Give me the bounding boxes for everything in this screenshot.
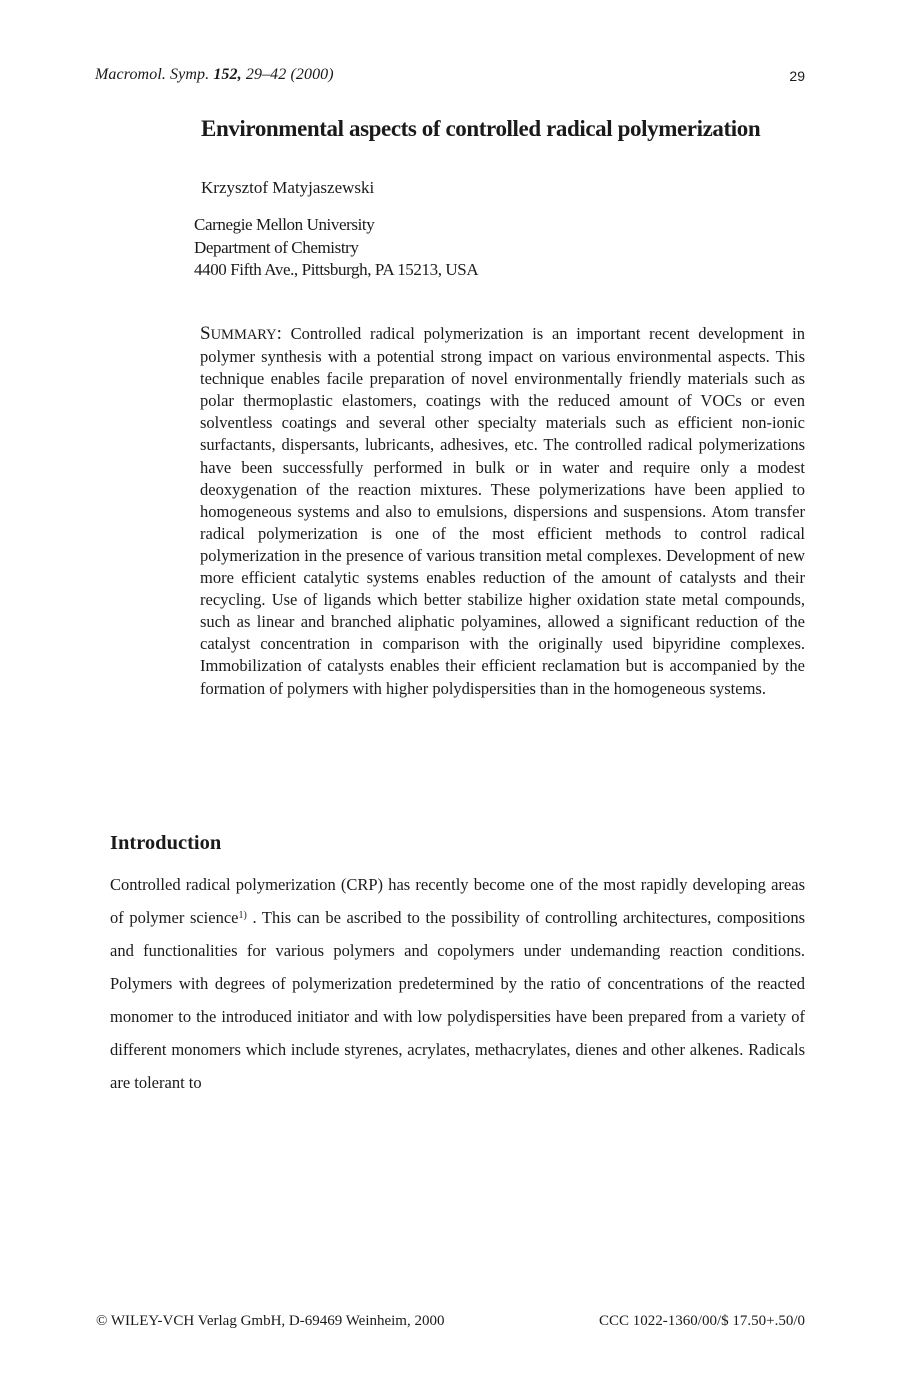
affiliation-department: Department of Chemistry [194, 237, 359, 257]
journal-reference [95, 66, 334, 84]
abstract-label: SUMMARY: [200, 323, 282, 344]
journal-name: Macromol. Symp. [95, 66, 210, 83]
affiliation-address: 4400 Fifth Ave., Pittsburgh, PA 15213, USA [194, 260, 479, 279]
paper-title: Environmental aspects of controlled radical polymerization [201, 116, 761, 141]
affiliation-institution: Carnegie Mellon University [194, 215, 375, 234]
introduction-paragraph: Controlled radical polymerization (CRP) has recently become one of the most rapidly developing areas of polymer science$^{1)}$ . This can be ascribed to the possibility of controlling architectures, compositions and functionalities for various polymers and copolymers under undemanding reaction conditions. Polymers with degrees of polymerization predetermined by the ratio of concentrations of the reacted monomer to the introduced initiator and with low polydispersities have been prepared from a variety of different monomers which include styrenes, acrylates, methacrylates, dienes and other alkenes. Radicals are tolerant to [110, 875, 806, 1092]
reference-superscript: 1) [238, 910, 247, 921]
page-number: 29 [789, 68, 805, 84]
footer-copyright: © WILEY-VCH Verlag GmbH, D-69469 Weinheim, 2000 [96, 1313, 445, 1329]
author-affiliation [194, 214, 478, 282]
journal-volume: 152, [213, 66, 242, 83]
footer-ccc-code: CCC 1022-1360/00/$ 17.50+.50/0 [599, 1313, 805, 1329]
author-name: Krzysztof Matyjaszewski [201, 178, 375, 197]
journal-pages-year: 29–42 (2000) [245, 66, 334, 83]
abstract-text: Controlled radical polymerization is an important recent development in polymer synthesis with a potential strong impact on various environmental aspects. This technique enables facile preparation of novel environmentally friendly materials such as polar thermoplastic elastomers, coatings with the reduced amount of VOCs or even solventless coatings and several other specialty materials such as efficient non-ionic surfactants, dispersants, lubricants, adhesives, etc. The controlled radical polymerizations have been successfully performed in bulk or in water and require only a modest deoxygenation of the reaction mixtures. These polymerizations have been applied to homogeneous systems and also to emulsions, dispersions and suspensions. Atom transfer radical polymerization is one of the most efficient methods to control radical polymerization in the presence of various transition metal complexes. Development of new more efficient catalytic systems enables reduction of the amount of catalysts and their recycling. Use of ligands which better stabilize higher oxidation state metal compounds, such as linear and branched aliphatic polyamines, allowed a significant reduction of the catalyst concentration in comparison with the originally used bipyridine complexes. Immobilization of catalysts enables their efficient reclamation but is accompanied by the formation of polymers with higher polydispersities than in the homogeneous systems. [200, 324, 805, 698]
section-heading-introduction: Introduction [110, 832, 222, 854]
abstract [200, 323, 805, 700]
